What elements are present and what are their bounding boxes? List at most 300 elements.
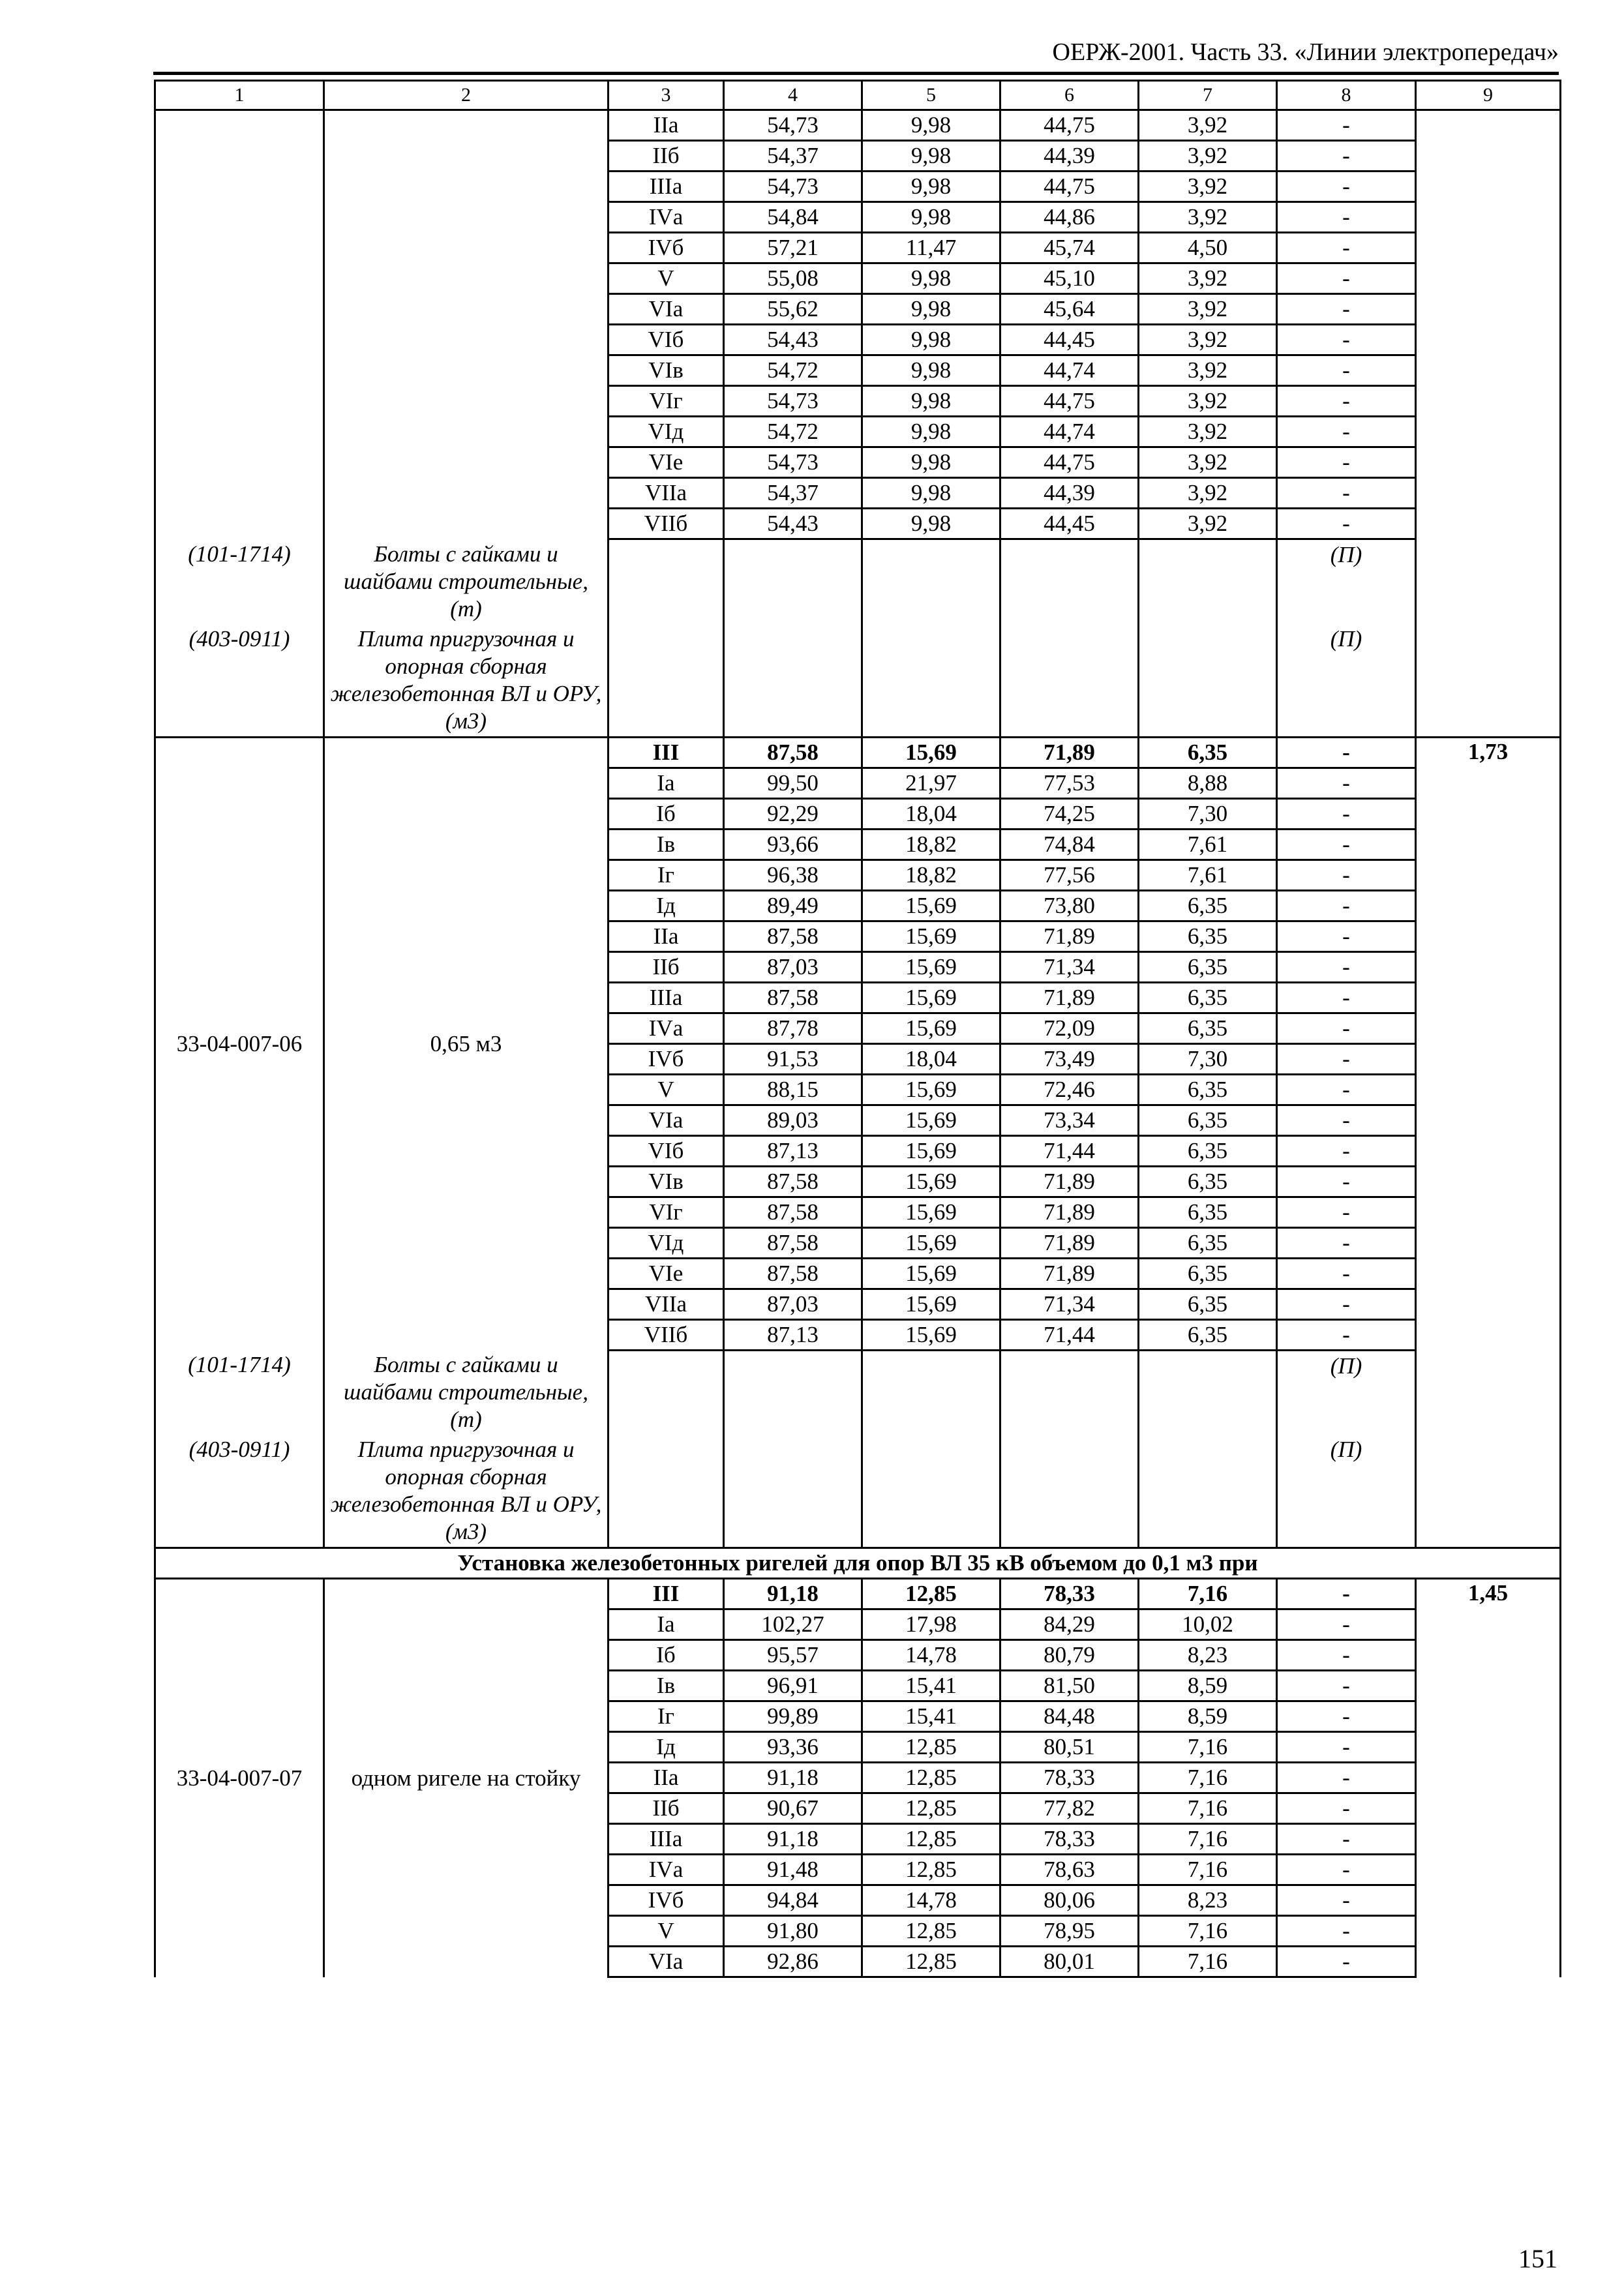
column-number: 8 (1277, 81, 1416, 110)
zone-index: VIд (609, 417, 724, 447)
empty-cell (1416, 624, 1561, 738)
value-c6: 78,33 (1000, 1579, 1139, 1609)
value-c4: 91,48 (724, 1855, 862, 1885)
zone-index: IVб (609, 233, 724, 263)
empty-cell (862, 539, 1000, 624)
value-c5: 9,98 (862, 141, 1000, 172)
value-c8: - (1277, 1916, 1416, 1947)
zone-index: VIе (609, 1258, 724, 1289)
value-c8: - (1277, 1855, 1416, 1885)
value-c7: 7,16 (1139, 1579, 1277, 1609)
value-c6: 44,39 (1000, 141, 1139, 172)
value-c7: 6,35 (1139, 1135, 1277, 1166)
zone-index: V (609, 1074, 724, 1105)
value-c5: 14,78 (862, 1640, 1000, 1671)
value-c5: 12,85 (862, 1855, 1000, 1885)
value-c4: 92,29 (724, 798, 862, 829)
value-c4: 55,08 (724, 263, 862, 294)
value-c6: 44,39 (1000, 478, 1139, 509)
value-c7: 6,35 (1139, 1227, 1277, 1258)
value-c8: - (1277, 1824, 1416, 1855)
zone-index: IIа (609, 921, 724, 951)
value-c7: 3,92 (1139, 294, 1277, 325)
value-c7: 3,92 (1139, 355, 1277, 386)
zone-index: IIIа (609, 172, 724, 202)
value-c6: 44,75 (1000, 447, 1139, 478)
value-c7: 7,61 (1139, 829, 1277, 860)
zone-index: IVа (609, 1855, 724, 1885)
value-c7: 6,35 (1139, 1105, 1277, 1135)
value-c8: - (1277, 1763, 1416, 1793)
value-c7: 6,35 (1139, 737, 1277, 768)
value-c8: - (1277, 1885, 1416, 1916)
value-c6: 74,25 (1000, 798, 1139, 829)
value-c4: 57,21 (724, 233, 862, 263)
value-c4: 54,37 (724, 478, 862, 509)
value-c7: 3,92 (1139, 263, 1277, 294)
value-c8: - (1277, 1793, 1416, 1824)
empty-cell (1139, 1435, 1277, 1548)
zone-index: III (609, 1579, 724, 1609)
zone-index: IVб (609, 1885, 724, 1916)
value-c6: 71,89 (1000, 1166, 1139, 1197)
value-c6: 80,79 (1000, 1640, 1139, 1671)
value-c4: 87,58 (724, 982, 862, 1013)
value-c8: - (1277, 1227, 1416, 1258)
zone-index: VIа (609, 1105, 724, 1135)
value-c5: 9,98 (862, 447, 1000, 478)
value-c6: 44,45 (1000, 509, 1139, 539)
header-rule (153, 72, 1559, 75)
value-c6: 71,44 (1000, 1135, 1139, 1166)
value-c6: 44,45 (1000, 325, 1139, 355)
empty-cell (862, 624, 1000, 738)
value-c7: 8,23 (1139, 1885, 1277, 1916)
empty-cell (609, 624, 724, 738)
material-code: (101-1714) (155, 1350, 324, 1435)
value-c5: 17,98 (862, 1609, 1000, 1640)
value-c7: 3,92 (1139, 417, 1277, 447)
value-c7: 6,35 (1139, 890, 1277, 921)
value-c5: 9,98 (862, 263, 1000, 294)
value-c5: 12,85 (862, 1763, 1000, 1793)
value-c5: 18,82 (862, 829, 1000, 860)
value-c5: 9,98 (862, 417, 1000, 447)
empty-cell (862, 1350, 1000, 1435)
column-number: 7 (1139, 81, 1277, 110)
value-c7: 6,35 (1139, 1197, 1277, 1227)
material-code: (403-0911) (155, 1435, 324, 1548)
value-c4: 91,18 (724, 1579, 862, 1609)
value-c7: 6,35 (1139, 1013, 1277, 1043)
value-c7: 8,88 (1139, 768, 1277, 798)
zone-index: Iв (609, 829, 724, 860)
value-c4: 99,89 (724, 1701, 862, 1732)
value-c6: 73,34 (1000, 1105, 1139, 1135)
zone-index: Iг (609, 860, 724, 890)
value-c7: 3,92 (1139, 172, 1277, 202)
value-c8: - (1277, 1289, 1416, 1319)
value-c5: 15,69 (862, 737, 1000, 768)
empty-cell (1139, 624, 1277, 738)
rate-description: 0,65 м3 (324, 737, 609, 1350)
value-c4: 92,86 (724, 1947, 862, 1977)
value-c4: 87,58 (724, 737, 862, 768)
zone-index: Iа (609, 1609, 724, 1640)
value-c8: - (1277, 509, 1416, 539)
value-c8: - (1277, 860, 1416, 890)
zone-index: VIд (609, 1227, 724, 1258)
value-c4: 87,58 (724, 1227, 862, 1258)
material-row (155, 624, 1561, 738)
zone-index: Iд (609, 890, 724, 921)
zone-index: VIв (609, 1166, 724, 1197)
zone-index: IIб (609, 1793, 724, 1824)
value-c5: 15,69 (862, 1289, 1000, 1319)
value-c4: 87,13 (724, 1319, 862, 1350)
value-c8: - (1277, 478, 1416, 509)
value-c8: - (1277, 1105, 1416, 1135)
material-unit: (П) (1277, 539, 1416, 624)
running-header: ОЕРЖ-2001. Часть 33. «Линии электропередач» (1052, 38, 1559, 66)
value-c7: 7,16 (1139, 1763, 1277, 1793)
value-c6: 44,75 (1000, 386, 1139, 417)
value-c7: 10,02 (1139, 1609, 1277, 1640)
value-c7: 8,59 (1139, 1701, 1277, 1732)
value-c4: 88,15 (724, 1074, 862, 1105)
value-c7: 7,16 (1139, 1916, 1277, 1947)
value-c4: 93,36 (724, 1732, 862, 1763)
empty-cell (1139, 539, 1277, 624)
value-c8: - (1277, 172, 1416, 202)
value-c5: 9,98 (862, 478, 1000, 509)
column-number: 5 (862, 81, 1000, 110)
value-c8: - (1277, 263, 1416, 294)
value-c6: 80,06 (1000, 1885, 1139, 1916)
material-name: Болты с гайками и шайбами строительные, (т) (324, 539, 609, 624)
value-c6: 71,89 (1000, 982, 1139, 1013)
value-c4: 96,38 (724, 860, 862, 890)
rate-description: одном ригеле на стойку (324, 1579, 609, 1977)
value-c4: 95,57 (724, 1640, 862, 1671)
value-c6: 71,89 (1000, 1197, 1139, 1227)
value-c8: - (1277, 1197, 1416, 1227)
rate-code: 33-04-007-07 (155, 1579, 324, 1977)
value-c6: 84,48 (1000, 1701, 1139, 1732)
zone-index: IIб (609, 141, 724, 172)
column-number: 3 (609, 81, 724, 110)
value-c6: 71,89 (1000, 1227, 1139, 1258)
empty-cell (155, 110, 324, 539)
value-c5: 9,98 (862, 355, 1000, 386)
value-c5: 21,97 (862, 768, 1000, 798)
value-c8: - (1277, 1732, 1416, 1763)
zone-index: IVб (609, 1043, 724, 1074)
value-c6: 78,33 (1000, 1763, 1139, 1793)
value-c7: 7,30 (1139, 798, 1277, 829)
value-c8: - (1277, 921, 1416, 951)
value-c5: 15,69 (862, 982, 1000, 1013)
zone-index: VIг (609, 1197, 724, 1227)
value-c6: 73,80 (1000, 890, 1139, 921)
value-c5: 15,69 (862, 1013, 1000, 1043)
value-c8: - (1277, 768, 1416, 798)
value-c7: 8,23 (1139, 1640, 1277, 1671)
value-c4: 94,84 (724, 1885, 862, 1916)
zone-index: Iг (609, 1701, 724, 1732)
value-c4: 54,73 (724, 172, 862, 202)
material-row (155, 1435, 1561, 1548)
value-c8: - (1277, 1609, 1416, 1640)
value-c4: 91,80 (724, 1916, 862, 1947)
value-c4: 54,73 (724, 110, 862, 141)
value-c6: 77,56 (1000, 860, 1139, 890)
value-c7: 3,92 (1139, 386, 1277, 417)
value-c4: 87,58 (724, 1197, 862, 1227)
empty-cell (1416, 110, 1561, 539)
value-c5: 15,69 (862, 1166, 1000, 1197)
section-heading-row (155, 1548, 1561, 1579)
value-c8: - (1277, 141, 1416, 172)
value-c6: 45,64 (1000, 294, 1139, 325)
zone-index: VIIа (609, 478, 724, 509)
value-c7: 3,92 (1139, 141, 1277, 172)
price-table (154, 80, 1561, 1978)
zone-index: V (609, 1916, 724, 1947)
value-c5: 18,04 (862, 1043, 1000, 1074)
value-c6: 80,51 (1000, 1732, 1139, 1763)
value-c7: 3,92 (1139, 202, 1277, 233)
value-c4: 54,73 (724, 447, 862, 478)
value-c6: 71,34 (1000, 951, 1139, 982)
value-c6: 44,74 (1000, 355, 1139, 386)
value-c7: 6,35 (1139, 982, 1277, 1013)
value-c4: 91,18 (724, 1763, 862, 1793)
value-c7: 3,92 (1139, 110, 1277, 141)
value-c5: 15,69 (862, 951, 1000, 982)
empty-cell (609, 1435, 724, 1548)
empty-cell (1416, 1350, 1561, 1435)
value-c8: - (1277, 1640, 1416, 1671)
zone-index: VIIб (609, 1319, 724, 1350)
value-c5: 12,85 (862, 1824, 1000, 1855)
material-unit: (П) (1277, 1350, 1416, 1435)
value-c8: - (1277, 110, 1416, 141)
value-c8: - (1277, 1258, 1416, 1289)
zone-index: IIа (609, 110, 724, 141)
value-c4: 96,91 (724, 1671, 862, 1701)
value-c6: 44,75 (1000, 172, 1139, 202)
value-c5: 18,82 (862, 860, 1000, 890)
material-row (155, 1350, 1561, 1435)
value-c8: - (1277, 951, 1416, 982)
value-c5: 9,98 (862, 294, 1000, 325)
value-c7: 7,16 (1139, 1947, 1277, 1977)
value-c5: 15,69 (862, 1135, 1000, 1166)
value-c8: - (1277, 447, 1416, 478)
value-c4: 54,72 (724, 355, 862, 386)
material-row (155, 539, 1561, 624)
zone-index: Iб (609, 1640, 724, 1671)
value-c4: 54,72 (724, 417, 862, 447)
value-c4: 89,49 (724, 890, 862, 921)
empty-cell (1000, 624, 1139, 738)
value-c6: 45,10 (1000, 263, 1139, 294)
value-c6: 77,53 (1000, 768, 1139, 798)
table-row (155, 737, 1561, 768)
value-c7: 7,30 (1139, 1043, 1277, 1074)
value-c5: 12,85 (862, 1947, 1000, 1977)
column-number: 1 (155, 81, 324, 110)
value-c8: - (1277, 233, 1416, 263)
value-c6: 81,50 (1000, 1671, 1139, 1701)
value-c6: 72,46 (1000, 1074, 1139, 1105)
value-c7: 3,92 (1139, 325, 1277, 355)
value-c7: 6,35 (1139, 1289, 1277, 1319)
value-c6: 71,34 (1000, 1289, 1139, 1319)
value-c7: 6,35 (1139, 951, 1277, 982)
value-c5: 14,78 (862, 1885, 1000, 1916)
value-c8: - (1277, 1579, 1416, 1609)
page-number: 151 (1518, 2244, 1557, 2273)
value-c8: - (1277, 325, 1416, 355)
value-c4: 54,73 (724, 386, 862, 417)
empty-cell (862, 1435, 1000, 1548)
value-c5: 11,47 (862, 233, 1000, 263)
value-c7: 6,35 (1139, 1319, 1277, 1350)
value-c7: 7,16 (1139, 1824, 1277, 1855)
empty-cell (1139, 1350, 1277, 1435)
material-unit: (П) (1277, 624, 1416, 738)
value-c4: 87,58 (724, 1258, 862, 1289)
empty-cell (724, 624, 862, 738)
value-c5: 18,04 (862, 798, 1000, 829)
empty-cell (724, 539, 862, 624)
value-c5: 12,85 (862, 1732, 1000, 1763)
empty-cell (1416, 1435, 1561, 1548)
value-c7: 6,35 (1139, 1166, 1277, 1197)
value-c6: 71,89 (1000, 921, 1139, 951)
coefficient: 1,73 (1416, 737, 1561, 1350)
value-c8: - (1277, 355, 1416, 386)
value-c7: 7,16 (1139, 1793, 1277, 1824)
zone-index: VIIб (609, 509, 724, 539)
empty-cell (609, 1350, 724, 1435)
value-c4: 87,58 (724, 1166, 862, 1197)
zone-index: IIIа (609, 1824, 724, 1855)
zone-index: IVа (609, 1013, 724, 1043)
value-c6: 73,49 (1000, 1043, 1139, 1074)
value-c8: - (1277, 1074, 1416, 1105)
value-c4: 54,37 (724, 141, 862, 172)
material-name: Плита пригрузочная и опорная сборная железобетонная ВЛ и ОРУ, (м3) (324, 624, 609, 738)
value-c5: 15,69 (862, 921, 1000, 951)
value-c7: 3,92 (1139, 509, 1277, 539)
value-c6: 72,09 (1000, 1013, 1139, 1043)
zone-index: Iб (609, 798, 724, 829)
value-c5: 15,41 (862, 1671, 1000, 1701)
empty-cell (1416, 539, 1561, 624)
value-c6: 44,86 (1000, 202, 1139, 233)
zone-index: VIб (609, 325, 724, 355)
value-c5: 9,98 (862, 202, 1000, 233)
material-unit: (П) (1277, 1435, 1416, 1548)
value-c4: 87,58 (724, 921, 862, 951)
value-c7: 7,16 (1139, 1732, 1277, 1763)
value-c6: 71,44 (1000, 1319, 1139, 1350)
value-c6: 74,84 (1000, 829, 1139, 860)
value-c8: - (1277, 1701, 1416, 1732)
value-c5: 15,69 (862, 1227, 1000, 1258)
rate-code: 33-04-007-06 (155, 737, 324, 1350)
empty-cell (609, 539, 724, 624)
value-c7: 6,35 (1139, 1074, 1277, 1105)
value-c6: 45,74 (1000, 233, 1139, 263)
value-c6: 44,74 (1000, 417, 1139, 447)
value-c8: - (1277, 1043, 1416, 1074)
section-title: Установка железобетонных ригелей для опор ВЛ 35 кВ объемом до 0,1 м3 при (155, 1548, 1561, 1579)
material-name: Плита пригрузочная и опорная сборная железобетонная ВЛ и ОРУ, (м3) (324, 1435, 609, 1548)
value-c8: - (1277, 1013, 1416, 1043)
value-c5: 15,69 (862, 1105, 1000, 1135)
value-c8: - (1277, 982, 1416, 1013)
material-code: (101-1714) (155, 539, 324, 624)
empty-cell (1000, 1350, 1139, 1435)
value-c6: 78,33 (1000, 1824, 1139, 1855)
value-c8: - (1277, 1135, 1416, 1166)
value-c7: 8,59 (1139, 1671, 1277, 1701)
value-c7: 6,35 (1139, 1258, 1277, 1289)
value-c4: 54,43 (724, 325, 862, 355)
value-c6: 71,89 (1000, 737, 1139, 768)
zone-index: IVа (609, 202, 724, 233)
zone-index: VIе (609, 447, 724, 478)
value-c4: 87,03 (724, 951, 862, 982)
value-c4: 91,18 (724, 1824, 862, 1855)
value-c6: 71,89 (1000, 1258, 1139, 1289)
value-c6: 78,63 (1000, 1855, 1139, 1885)
value-c5: 9,98 (862, 325, 1000, 355)
value-c8: - (1277, 1671, 1416, 1701)
zone-index: VIа (609, 1947, 724, 1977)
coefficient: 1,45 (1416, 1579, 1561, 1977)
value-c4: 54,43 (724, 509, 862, 539)
zone-index: VIб (609, 1135, 724, 1166)
value-c5: 15,69 (862, 1258, 1000, 1289)
zone-index: IIб (609, 951, 724, 982)
value-c4: 87,03 (724, 1289, 862, 1319)
table-row (155, 1579, 1561, 1609)
value-c8: - (1277, 386, 1416, 417)
value-c7: 3,92 (1139, 447, 1277, 478)
value-c4: 93,66 (724, 829, 862, 860)
value-c8: - (1277, 890, 1416, 921)
empty-cell (1000, 539, 1139, 624)
column-number: 6 (1000, 81, 1139, 110)
value-c7: 7,61 (1139, 860, 1277, 890)
value-c5: 12,85 (862, 1793, 1000, 1824)
empty-cell (724, 1350, 862, 1435)
value-c8: - (1277, 829, 1416, 860)
value-c5: 9,98 (862, 386, 1000, 417)
value-c6: 84,29 (1000, 1609, 1139, 1640)
zone-index: VIг (609, 386, 724, 417)
zone-index: VIIа (609, 1289, 724, 1319)
zone-index: VIа (609, 294, 724, 325)
value-c4: 87,78 (724, 1013, 862, 1043)
empty-cell (724, 1435, 862, 1548)
value-c4: 90,67 (724, 1793, 862, 1824)
